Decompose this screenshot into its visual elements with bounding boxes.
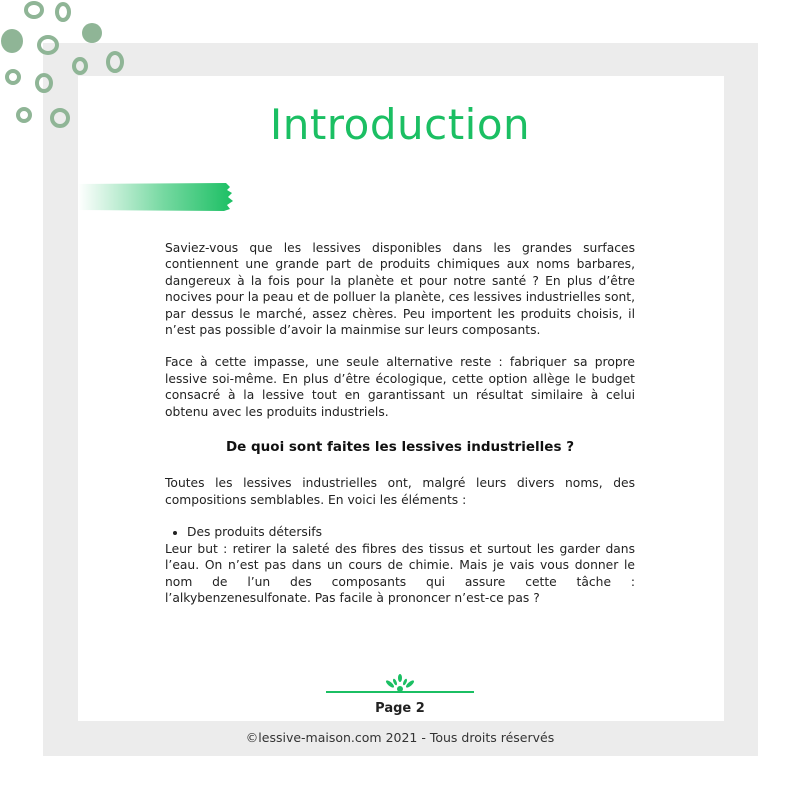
leaf-ornament-icon	[326, 674, 474, 696]
page-content	[165, 240, 635, 606]
section-heading: De quoi sont faites les lessives industrielles ?	[225, 439, 575, 456]
list-item: • Des produits détersifs	[187, 524, 635, 540]
page-number: Page 2	[375, 701, 425, 716]
bullet-list	[165, 524, 635, 540]
intro-paragraph-1: Saviez-vous que les lessives disponibles dans les grandes surfaces contiennent une grande part de produits chimiques aux noms barbares, dangereux à la fois pour la planète et pour notre santé ? En plus d’être nocives pour la peau et de polluer la planète, ces lessives industrielles sont, par dessus le marché, assez chères. Peu importent les produits choisis, il n’est pas possible d’avoir la mainmise sur leurs composants.	[165, 241, 635, 338]
brush-stroke-decoration	[78, 181, 234, 213]
footer-copyright: ©lessive-maison.com 2021 - Tous droits réservés	[245, 730, 555, 745]
bullet-description: Leur but : retirer la saleté des fibres des tissus et surtout les garder dans l’eau. On n’est pas dans un cours de chimie. Mais je vais vous donner le nom de l’un des composants qui assure cette tâche : l’alkybenzenesulfonate. Pas facile à prononcer n’est-ce pas ?	[165, 541, 635, 605]
page-title: Introduction	[269, 100, 531, 149]
section-intro: Toutes les lessives industrielles ont, malgré leurs divers noms, des compositions semblables. En voici les éléments :	[165, 476, 635, 507]
intro-paragraph-2: Face à cette impasse, une seule alternative reste : fabriquer sa propre lessive soi-même. En plus d’être écologique, cette option allège le budget consacré à la lessive tout en garantissant un résultat similaire à celui obtenu avec les produits industriels.	[165, 355, 635, 419]
